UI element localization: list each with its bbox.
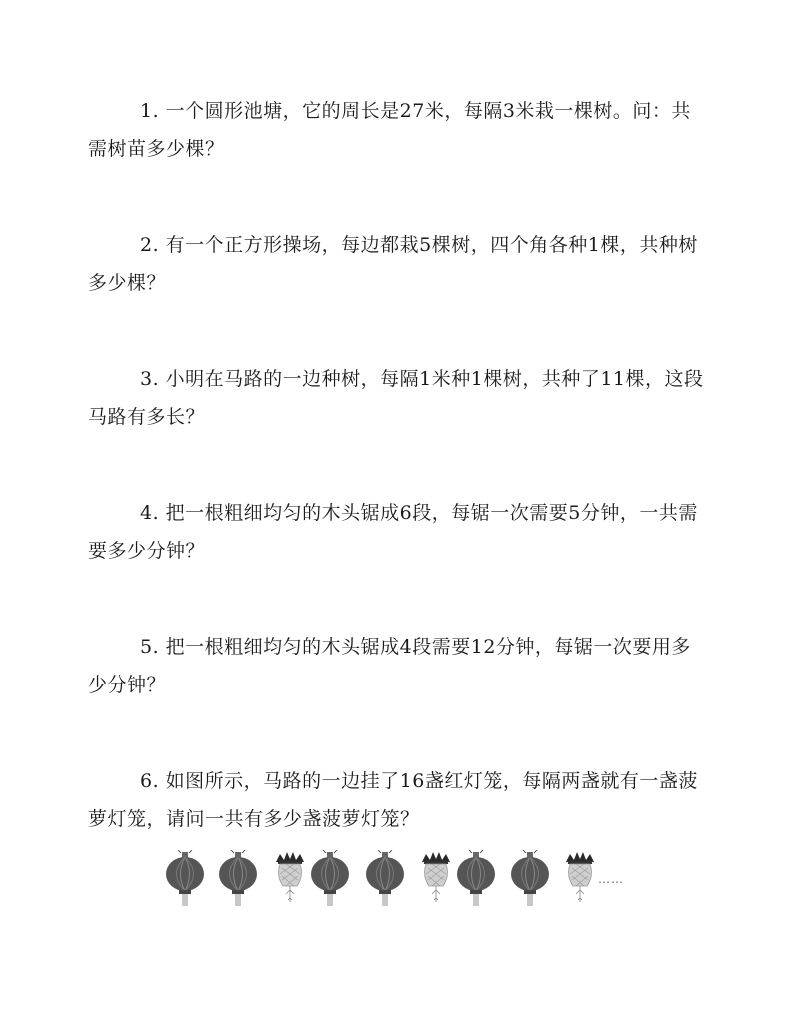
pineapple-lantern-icon <box>416 850 456 906</box>
red-lantern-icon <box>456 850 496 906</box>
pineapple-lantern-icon <box>270 850 310 906</box>
problem-1: 1. 一个圆形池塘，它的周长是27米，每隔3米栽一棵树。问：共需树苗多少棵？ <box>88 100 691 160</box>
figure-ellipsis: …… <box>598 872 624 886</box>
lantern-figure <box>160 850 640 906</box>
pineapple-lantern-icon <box>560 850 600 906</box>
red-lantern-icon <box>165 850 205 906</box>
red-lantern-icon <box>510 850 550 906</box>
problem-6: 6. 如图所示，马路的一边挂了16盏红灯笼，每隔两盏就有一盏菠萝灯笼，请问一共有多少盏菠萝灯笼？ <box>88 770 698 830</box>
problem-5: 5. 把一根粗细均匀的木头锯成4段需要12分钟，每锯一次要用多少分钟？ <box>88 636 691 696</box>
problem-3: 3. 小明在马路的一边种树，每隔1米种1棵树，共种了11棵，这段马路有多长？ <box>88 368 704 428</box>
problem-4: 4. 把一根粗细均匀的木头锯成6段，每锯一次需要5分钟，一共需要多少分钟？ <box>88 502 698 562</box>
red-lantern-icon <box>310 850 350 906</box>
red-lantern-icon <box>218 850 258 906</box>
problem-2: 2. 有一个正方形操场，每边都栽5棵树，四个角各种1棵，共种树多少棵？ <box>88 234 698 294</box>
red-lantern-icon <box>365 850 405 906</box>
